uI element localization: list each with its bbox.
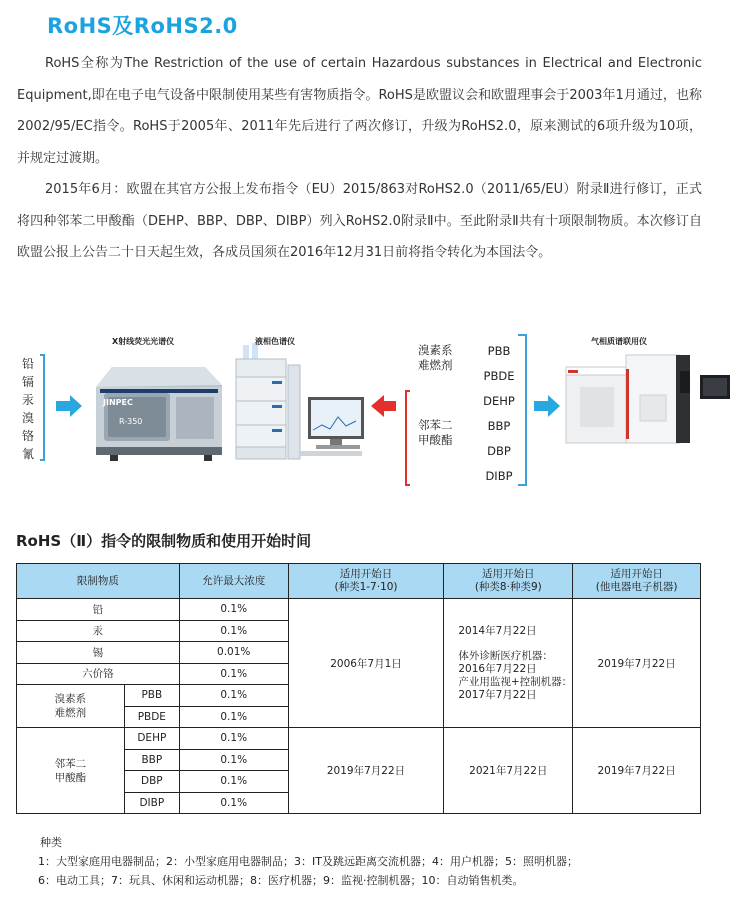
element-item: 溴 [21, 411, 34, 425]
element-item: 镉 [21, 375, 34, 389]
group2-label: 邻苯二甲酸酯 [418, 418, 453, 447]
element-item: 铬 [21, 429, 34, 443]
xrf-label: X射线荧光光谱仪 [112, 337, 175, 346]
restriction-table [16, 563, 701, 814]
header-col5: 适用开始日 (他电器电子机器) [573, 564, 701, 599]
cell-bot-col4: 2021年7月22日 [444, 728, 573, 814]
cell-top-col4: 2014年7月22日 体外诊断医疗机器： 2016年7月22日 产业用监视+控制机器： 2017年7月22日 [444, 599, 573, 728]
arrow-right-icon [56, 395, 82, 417]
cell-group1: 溴素系难燃剂 [17, 685, 125, 728]
cell-max: 0.1% [179, 771, 288, 793]
paragraph-1: RoHS全称为The Restriction of the use of certain Hazardous substances in Electrical and Electronic Equipment,即在电子电气设备中限制使用某些有害物质指令。RoHS是欧盟议会和欧盟理事会于2003年1月通过，也称2002/95/EC指令。RoHS于2005年、2011年先后进行了两次修订，升级为RoHS2.0，原来测试的6项升级为10项，并规定过渡期。 [17, 56, 702, 166]
page-title: RoHS及RoHS2.0 [47, 14, 238, 38]
diagram-graphics [0, 325, 755, 495]
right-item-list [481, 339, 517, 489]
list-item: PBB [487, 344, 511, 358]
element-item: 氰 [21, 447, 34, 461]
paragraph-amendment [17, 174, 702, 269]
xrf-brand: JINPEC [103, 398, 133, 407]
cell-max: 0.1% [179, 599, 288, 621]
notes-line-1: 1：大型家庭用电器制品；2：小型家庭用电器制品；3：IT及跳远距离交流机器；4：用户机器；5：照明机器； [38, 855, 578, 868]
cell-substance: DEHP [124, 728, 179, 750]
cell-max: 0.1% [179, 663, 288, 685]
left-bracket [40, 355, 44, 460]
paragraph-2: 2015年6月：欧盟在其官方公报上发布指令（EU）2015/863对RoHS2.0（2011/65/EU）附录Ⅱ进行修订，正式将四种邻苯二甲酸酯（DEHP、BBP、DBP、DIBP）列入RoHS2.0附录Ⅱ中。至此附录Ⅱ共有十项限制物质。本次修订自欧盟公报上公告二十日天起生效，各成员国须在2016年12月31日前将指令转化为本国法令。 [17, 182, 702, 260]
element-item: 汞 [21, 393, 34, 407]
list-item: DIBP [485, 469, 513, 483]
lc-label: 液相色谱仪 [255, 337, 295, 346]
xrf-instrument-icon [96, 367, 222, 461]
blue-bracket [518, 335, 526, 485]
xrf-model: R-350 [119, 417, 143, 426]
table-row [17, 599, 701, 621]
cell-substance: BBP [124, 749, 179, 771]
cell-max: 0.1% [179, 620, 288, 642]
instrument-diagram [0, 325, 755, 495]
cell-max: 0.1% [179, 792, 288, 814]
monitor-icon [300, 397, 364, 456]
category-notes [40, 833, 578, 890]
red-bracket [406, 391, 410, 485]
lc-instrument-icon [236, 343, 300, 459]
paragraph-intro [17, 48, 702, 174]
cell-substance: DBP [124, 771, 179, 793]
header-substance: 限制物质 [17, 564, 180, 599]
gcms-label: 气相质谱联用仪 [591, 337, 647, 346]
header-max: 允许最大浓度 [179, 564, 288, 599]
list-item: DEHP [483, 394, 515, 408]
gcms-instrument-icon [566, 355, 730, 443]
header-col4: 适用开始日 (种类8·种类9) [444, 564, 573, 599]
cell-max: 0.1% [179, 685, 288, 707]
table-header-row [17, 564, 701, 599]
cell-top-col5: 2019年7月22日 [573, 599, 701, 728]
cell-substance: 锡 [17, 642, 180, 664]
notes-heading: 种类 [40, 836, 62, 849]
cell-substance: PBDE [124, 706, 179, 728]
list-item: DBP [487, 444, 511, 458]
arrow-left-icon [371, 395, 396, 417]
cell-substance: DIBP [124, 792, 179, 814]
cell-bot-col3: 2019年7月22日 [288, 728, 444, 814]
arrow-right-icon [534, 395, 560, 417]
list-item: BBP [487, 419, 511, 433]
cell-max: 0.1% [179, 728, 288, 750]
cell-substance: 铅 [17, 599, 180, 621]
cell-substance: 汞 [17, 620, 180, 642]
cell-substance: PBB [124, 685, 179, 707]
cell-max: 0.01% [179, 642, 288, 664]
cell-max: 0.1% [179, 749, 288, 771]
cell-top-col3: 2006年7月1日 [288, 599, 444, 728]
cell-max: 0.1% [179, 706, 288, 728]
cell-substance: 六价铬 [17, 663, 180, 685]
group1-label: 溴素系难燃剂 [418, 343, 453, 372]
table-row [17, 728, 701, 750]
cell-group2: 邻苯二甲酸酯 [17, 728, 125, 814]
notes-line-2: 6：电动工具；7：玩具、休闲和运动机器；8：医疗机器；9：监视·控制机器；10：自动销售机类。 [38, 874, 524, 887]
header-col3: 适用开始日 (种类1-7·10) [288, 564, 444, 599]
table-title: RoHS（Ⅱ）指令的限制物质和使用开始时间 [16, 532, 312, 550]
element-item: 铅 [21, 357, 34, 371]
list-item: PBDE [483, 369, 515, 383]
cell-bot-col5: 2019年7月22日 [573, 728, 701, 814]
